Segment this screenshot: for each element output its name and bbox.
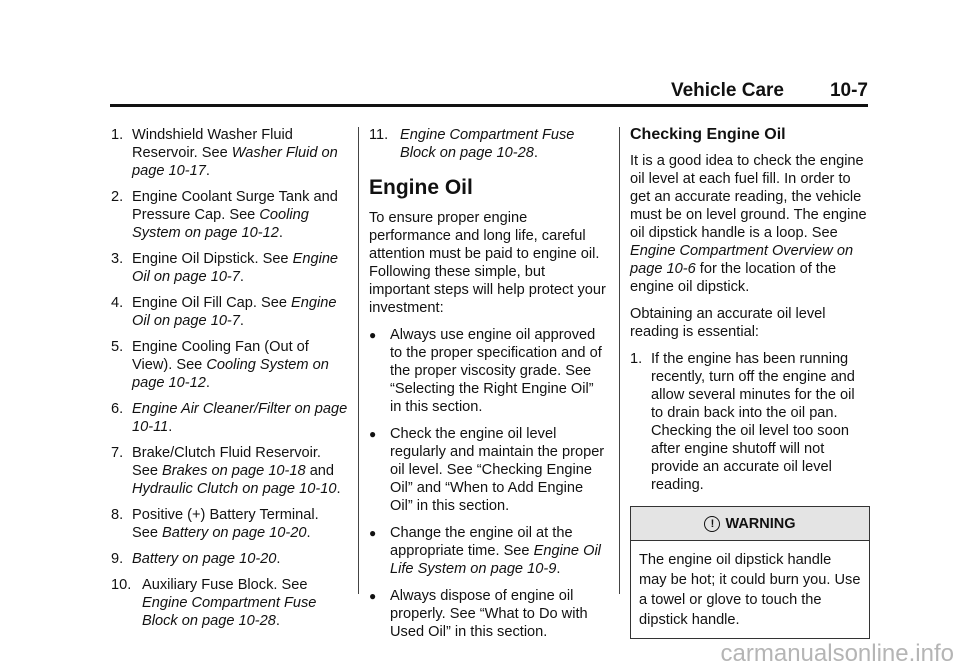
item-text: Brake/Clutch Fluid Reservoir. See	[132, 445, 321, 479]
page-reference[interactable]: Cooling System on page 10-12	[132, 207, 309, 241]
list-item	[111, 576, 348, 630]
item-number: 3.	[111, 251, 124, 267]
page-reference[interactable]: Engine Compartment Overview on page 10-6	[630, 243, 854, 277]
page-reference[interactable]: Engine Compartment Fuse Block on page 10-28	[400, 127, 575, 161]
item-number: 4.	[111, 295, 124, 311]
list-item	[111, 126, 348, 180]
item-text: Engine Oil Dipstick. See	[132, 251, 293, 267]
paragraph	[630, 152, 870, 296]
item-number: 9.	[111, 551, 124, 567]
list-item	[111, 338, 348, 392]
column-1	[111, 126, 348, 638]
column-3	[630, 126, 870, 639]
page-reference[interactable]: Engine Oil Life System on page 10-9	[390, 543, 601, 577]
list-item	[111, 506, 348, 542]
bullet-item	[369, 326, 607, 416]
page-reference[interactable]: Battery on page 10-20	[162, 525, 307, 541]
item-number: 7.	[111, 445, 124, 461]
watermark: carmanualsonline.info	[720, 640, 954, 667]
bullet-text: Always use engine oil approved to the proper specification and of the proper viscosity grade. See “Selecting the Right Engine Oil” in this section.	[390, 327, 602, 415]
bullet-item	[369, 425, 607, 515]
item-text: Auxiliary Fuse Block. See	[142, 577, 308, 593]
section-heading: Engine Oil	[369, 176, 473, 199]
item-number: 5.	[111, 339, 124, 355]
page-reference[interactable]: Engine Oil on page 10-7	[132, 251, 339, 285]
bullet-text: Change the engine oil at the appropriate time. See	[390, 525, 573, 559]
item-number: 1.	[630, 351, 643, 367]
page-header	[110, 80, 868, 107]
warning-box	[630, 506, 870, 639]
paragraph-text: for the location of the engine oil dipstick.	[630, 261, 837, 295]
warning-body: The engine oil dipstick handle may be hot; it could burn you. Use a towel or glove to touch the dipstick handle.	[639, 552, 861, 628]
punct: .	[556, 561, 561, 577]
step-text: If the engine has been running recently, turn off the engine and allow several minutes for the oil to drain back into the oil pan. Checking the oil level too soon after engine shutoff will not provide an accurate oil level reading.	[651, 351, 855, 493]
bullet-item	[369, 524, 607, 578]
list-item	[111, 250, 348, 286]
punct: .	[168, 419, 173, 435]
column-2	[369, 126, 607, 650]
item-number: 6.	[111, 401, 124, 417]
punct: .	[276, 551, 281, 567]
punct: .	[239, 269, 244, 285]
list-item	[111, 400, 348, 436]
bullet-icon: ●	[369, 589, 377, 603]
list-item	[111, 188, 348, 242]
list-item	[630, 350, 870, 494]
page-reference[interactable]: Cooling System on page 10-12	[132, 357, 329, 391]
list-item	[111, 444, 348, 498]
page-reference[interactable]: Engine Oil on page 10-7	[132, 295, 337, 329]
item-text: Engine Cooling Fan (Out of View). See	[132, 339, 309, 373]
paragraph: Obtaining an accurate oil level reading is essential:	[630, 306, 826, 340]
page-reference[interactable]: Engine Compartment Fuse Block on page 10-28	[142, 595, 317, 629]
list-item	[369, 126, 607, 162]
column-divider	[619, 127, 620, 594]
item-text: Windshield Washer Fluid Reservoir. See	[132, 127, 293, 161]
item-number: 10.	[111, 577, 132, 593]
item-text: and	[305, 463, 335, 479]
page-reference[interactable]: Washer Fluid on page 10-17	[132, 145, 338, 179]
subsection-heading: Checking Engine Oil	[630, 126, 786, 143]
page-number: 10-7	[829, 80, 868, 101]
page-reference[interactable]: Battery on page 10-20	[132, 551, 277, 567]
punct: .	[306, 525, 311, 541]
bullet-icon: ●	[369, 526, 377, 540]
item-number: 2.	[111, 189, 124, 205]
punct: .	[239, 313, 244, 329]
punct: .	[336, 481, 341, 497]
section-title: Vehicle Care	[670, 80, 784, 101]
punct: .	[533, 145, 538, 161]
bullet-icon: ●	[369, 328, 377, 342]
item-text: Engine Oil Fill Cap. See	[132, 295, 291, 311]
bullet-item	[369, 587, 607, 641]
punct: .	[278, 225, 283, 241]
list-item	[111, 550, 348, 568]
item-text: Engine Coolant Surge Tank and Pressure Cap. See	[132, 189, 338, 223]
punct: .	[275, 613, 280, 629]
item-number: 1.	[111, 127, 124, 143]
punct: .	[205, 375, 210, 391]
warning-title: WARNING	[725, 515, 796, 532]
list-item	[111, 294, 348, 330]
page-reference[interactable]: Engine Air Cleaner/Filter on page 10-11	[132, 401, 348, 435]
page-reference[interactable]: Hydraulic Clutch on page 10-10	[132, 481, 337, 497]
warning-icon: !	[704, 516, 720, 532]
bullet-icon: ●	[369, 427, 377, 441]
page-reference[interactable]: Brakes on page 10-18	[162, 463, 306, 479]
item-number: 8.	[111, 507, 124, 523]
bullet-text: Always dispose of engine oil properly. See “What to Do with Used Oil” in this section.	[390, 588, 588, 640]
paragraph-text: It is a good idea to check the engine oil level at each fuel fill. In order to get an accurate reading, the vehicle must be on level ground. The engine oil dipstick handle is a loop. See	[630, 153, 867, 241]
item-number: 11.	[369, 127, 389, 143]
bullet-text: Check the engine oil level regularly and maintain the proper oil level. See “Checking Engine Oil” and “When to Add Engine Oil” in this section.	[390, 426, 605, 514]
column-divider	[358, 127, 359, 594]
item-text: Positive (+) Battery Terminal. See	[132, 507, 319, 541]
warning-header	[631, 507, 869, 541]
punct: .	[205, 163, 210, 179]
intro-paragraph: To ensure proper engine performance and long life, careful attention must be paid to engine oil. Following these simple, but important steps will help protect your investment:	[369, 210, 606, 316]
